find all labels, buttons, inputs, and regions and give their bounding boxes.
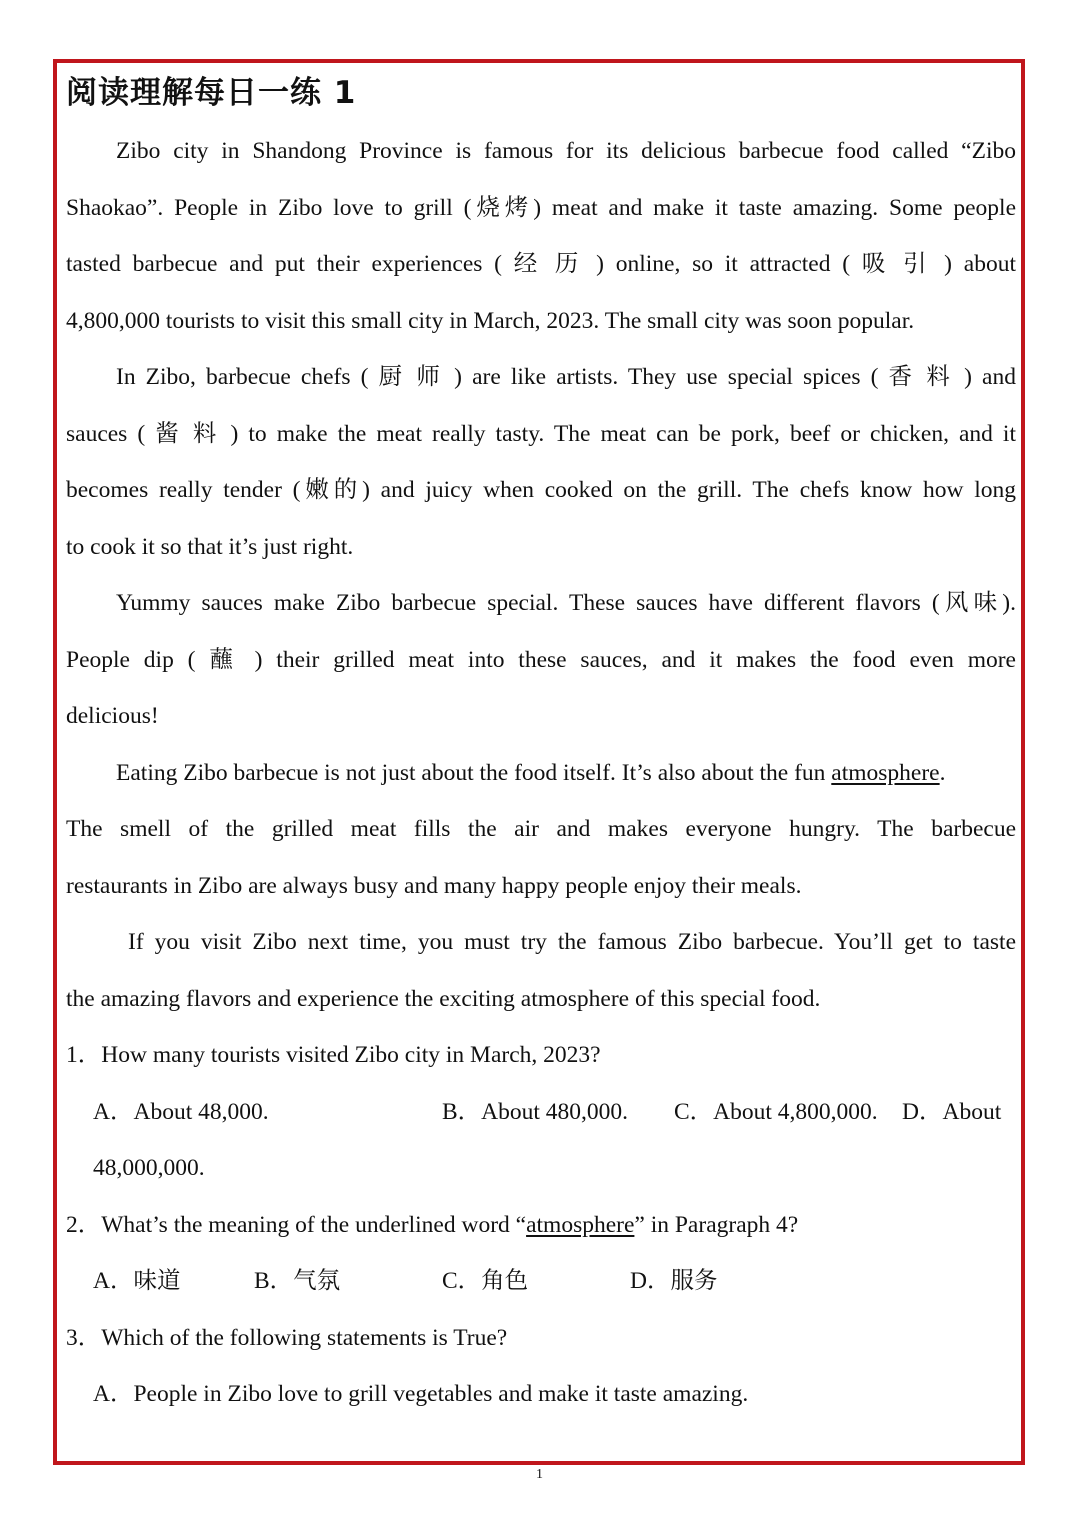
paragraph-3-line: delicious! xyxy=(66,703,159,729)
text: . xyxy=(939,759,946,786)
paragraph-2-line: In Zibo, barbecue chefs ( 厨 师 ) are like artists. They use special spices ( 香 料 ) and xyxy=(116,364,1016,390)
text: ” in Paragraph 4? xyxy=(634,1211,799,1238)
option-d: D．服务 xyxy=(630,1268,718,1294)
underlined-word: atmosphere xyxy=(526,1211,635,1238)
option-a: A．People in Zibo love to grill vegetables and make it taste amazing. xyxy=(93,1381,749,1407)
page-title: 阅读理解每日一练 1 xyxy=(66,75,357,111)
option-c: C．About 4,800,000. xyxy=(674,1098,878,1125)
question-1: 1．How many tourists visited Zibo city in March, 2023? xyxy=(66,1042,601,1068)
paragraph-3-line: Yummy sauces make Zibo barbecue special. These sauces have different flavors (风味). xyxy=(116,590,1016,616)
paragraph-2-line: sauces ( 酱 料 ) to make the meat really tasty. The meat can be pork, beef or chicken, and it xyxy=(66,420,1016,447)
paragraph-1-line: tasted barbecue and put their experiences ( 经 历 ) online, so it attracted ( 吸 引 ) about xyxy=(66,251,1016,277)
paragraph-5-line: If you visit Zibo next time, you must try the famous Zibo barbecue. You’ll get to taste xyxy=(128,929,1016,955)
paragraph-2-line: to cook it so that it’s just right. xyxy=(66,533,354,560)
paragraph-4-line: restaurants in Zibo are always busy and many happy people enjoy their meals. xyxy=(66,872,802,899)
paragraph-1-line: 4,800,000 tourists to visit this small city in March, 2023. The small city was soon popular. xyxy=(66,307,915,334)
paragraph-5-line: the amazing flavors and experience the exciting atmosphere of this special food. xyxy=(66,985,821,1012)
paragraph-3-line: People dip ( 蘸 ) their grilled meat into these sauces, and it makes the food even more xyxy=(66,646,1016,673)
paragraph-2-line: becomes really tender (嫩的) and juicy when cooked on the grill. The chefs know how long xyxy=(66,477,1016,503)
paragraph-1-line: Shaokao”. People in Zibo love to grill (烧烤) meat and make it taste amazing. Some people xyxy=(66,194,1016,221)
text: 2．What’s the meaning of the underlined word “ xyxy=(66,1211,527,1238)
option-a: A．About 48,000. xyxy=(93,1098,269,1125)
option-d: D．About xyxy=(902,1098,1002,1125)
paragraph-4-line: The smell of the grilled meat fills the air and makes everyone hungry. The barbecue xyxy=(66,816,1016,842)
paragraph-4-line xyxy=(66,745,1016,802)
page-number: 1 xyxy=(536,1467,543,1482)
paragraph-1-line: Zibo city in Shandong Province is famous for its delicious barbecue food called “Zibo xyxy=(116,138,1016,164)
option-a: A．味道 xyxy=(93,1268,181,1294)
reading-passage xyxy=(66,123,1016,1423)
underlined-word: atmosphere xyxy=(831,759,940,786)
text: Eating Zibo barbecue is not just about the food itself. It’s also about the fun xyxy=(116,759,832,786)
question-2-options xyxy=(66,1253,1016,1310)
option-b: B．气氛 xyxy=(254,1268,341,1294)
option-b: B．About 480,000. xyxy=(442,1098,629,1125)
option-d-continued: 48,000,000. xyxy=(93,1155,205,1181)
question-2 xyxy=(66,1197,1016,1254)
option-c: C．角色 xyxy=(442,1268,529,1294)
question-3: 3．Which of the following statements is True? xyxy=(66,1324,508,1351)
question-1-options xyxy=(66,1084,1016,1141)
